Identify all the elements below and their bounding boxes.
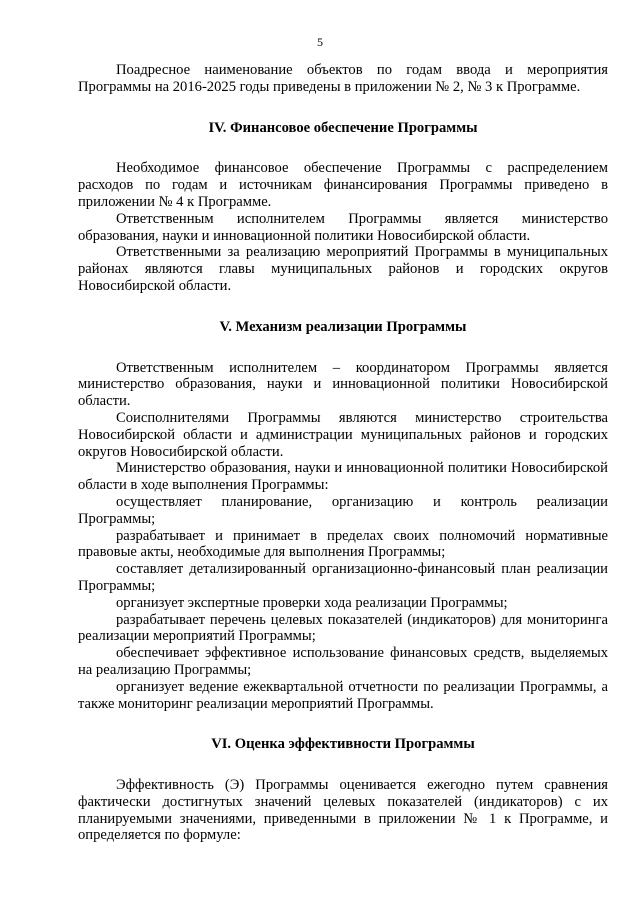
section-5-list-item: осуществляет планирование, организацию и контроль реализации Программы; [78,493,608,527]
section-5-paragraph: Ответственным исполнителем – координатором Программы является министерство образования, науки и инновационной политики Новосибирской области. [78,359,608,410]
section-5-list-item: разрабатывает перечень целевых показателей (индикаторов) для мониторинга реализации мероприятий Программы; [78,611,608,645]
section-6-heading: VI. Оценка эффективности Программы [211,736,475,753]
section-4-paragraph: Ответственным исполнителем Программы является министерство образования, науки и инновационной политики Новосибирской области. [78,210,608,244]
section-5-paragraph: Соисполнителями Программы являются министерство строительства Новосибирской области и администрации муниципальных районов и городских округов Новосибирской области. [78,409,608,460]
section-5-list-item: организует ведение ежеквартальной отчетности по реализации Программы, а также мониторинг реализации мероприятий Программы. [78,678,608,712]
section-5-list-item: разрабатывает и принимает в пределах своих полномочий нормативные правовые акты, необходимые для выполнения Программы; [78,527,608,561]
section-5-heading: V. Механизм реализации Программы [219,318,467,335]
intro-paragraph: Поадресное наименование объектов по годам ввода и мероприятия Программы на 2016-2025 годы приведены в приложении № 2, № 3 к Программе. [78,62,608,95]
section-5-list-item: обеспечивает эффективное использование финансовых средств, выделяемых на реализацию Программы; [78,645,608,678]
page-number: 5 [317,35,323,49]
section-4-paragraph: Ответственными за реализацию мероприятий Программы в муниципальных районах являются главы муниципальных районов и городских округов Новосибирской области. [78,244,608,294]
section-5-paragraph: Министерство образования, науки и инновационной политики Новосибирской области в ходе выполнения Программы: [78,460,608,494]
section-5-list-item: организует экспертные проверки хода реализации Программы; [116,594,508,611]
section-4-paragraph: Необходимое финансовое обеспечение Программы с распределением расходов по годам и источникам финансирования Программы приведено в приложении № 4 к Программе. [78,160,608,210]
section-4-heading: IV. Финансовое обеспечение Программы [208,119,478,136]
page-content [78,62,608,844]
section-5-list-item: составляет детализированный организационно-финансовый план реализации Программы; [78,561,608,594]
section-6-paragraph: Эффективность (Э) Программы оценивается ежегодно путем сравнения фактически достигнутых значений целевых показателей (индикаторов) с их планируемыми значениями, приведенными в приложении № 1 к Программе, и определяется по формуле: [78,777,608,844]
